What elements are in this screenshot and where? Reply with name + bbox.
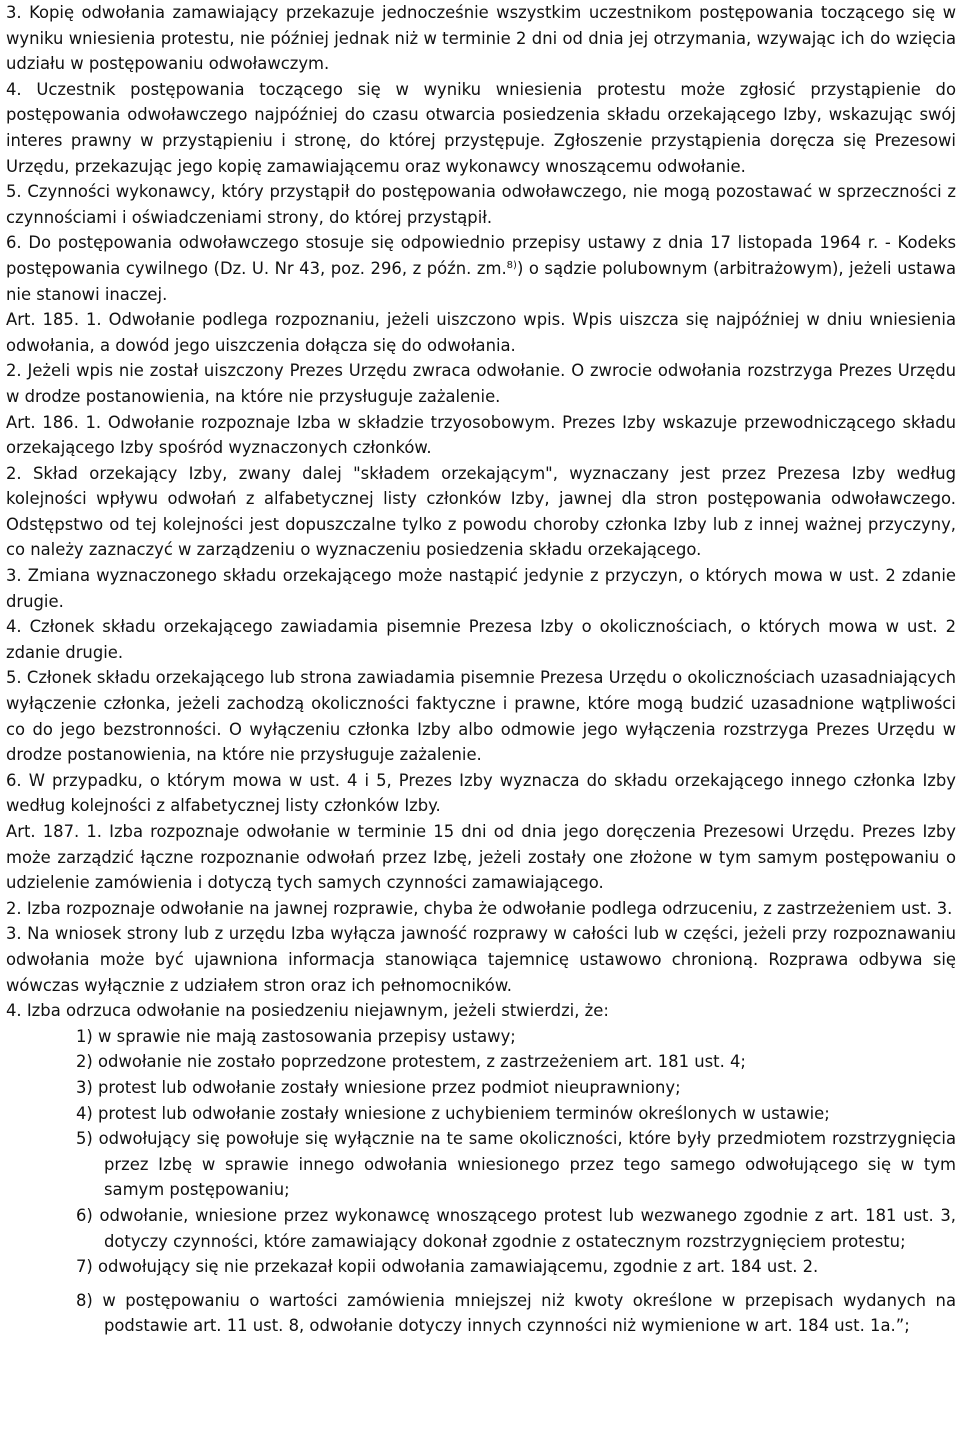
paragraph: 4. Członek składu orzekającego zawiadamia pisemnie Prezesa Izby o okolicznościach, o których mowa w ust. 2 zdanie drugie. <box>6 617 956 662</box>
paragraph: 3. Zmiana wyznaczonego składu orzekającego może nastąpić jedynie z przyczyn, o których mowa w ust. 2 zdanie drugie. <box>6 566 956 611</box>
list-item: 6) odwołanie, wniesione przez wykonawcę wnoszącego protest lub wezwanego zgodnie z art. 181 ust. 3, dotyczy czynności, które zamawiający dokonał zgodnie z ostatecznym rozstrzygnięciem protestu; <box>76 1205 956 1251</box>
document-page <box>6 0 956 1339</box>
paragraph: 3. Kopię odwołania zamawiający przekazuje jednocześnie wszystkim uczestnikom postępowania toczącego się w wyniku wniesienia protestu, nie później jednak niż w terminie 2 dni od dnia jej otrzymania, wzywając ich do wzięcia udziału w postępowaniu odwoławczym. <box>6 3 956 74</box>
paragraph: 2. Izba rozpoznaje odwołanie na jawnej rozprawie, chyba że odwołanie podlega odrzuceniu, z zastrzeżeniem ust. 3. <box>6 898 953 918</box>
list-item: 7) odwołujący się nie przekazał kopii odwołania zamawiającemu, zgodnie z art. 184 ust. 2. <box>76 1257 819 1277</box>
list-item: 1) w sprawie nie mają zastosowania przepisy ustawy; <box>76 1026 516 1046</box>
paragraph-text-continued: ) o sądzie polubownym (arbitrażowym), jeżeli ustawa nie stanowi inaczej. <box>6 258 956 304</box>
paragraph: Art. 187. 1. Izba rozpoznaje odwołanie w terminie 15 dni od dnia jego doręczenia Prezesowi Urzędu. Prezes Izby może zarządzić łączne rozpoznanie odwołań przez Izbę, jeżeli zostały one złożone w tym samym postępowaniu o udzielenie zamówienia i dotyczą tych samych czynności zamawiającego. <box>6 822 956 893</box>
paragraph: 5. Czynności wykonawcy, który przystąpił do postępowania odwoławczego, nie mogą pozostawać w sprzeczności z czynnościami i oświadczeniami strony, do której przystąpił. <box>6 182 956 227</box>
paragraph: 2. Skład orzekający Izby, zwany dalej "składem orzekającym", wyznaczany jest przez Prezesa Izby według kolejności wpływu odwołań z alfabetycznej listy członków Izby, jawnej dla stron postępowania odwoławczego. Odstępstwo od tej kolejności jest dopuszczalne tylko z powodu choroby członka Izby lub z innej ważnej przyczyny, co należy zaznaczyć w zarządzeniu o wyznaczeniu posiedzenia składu orzekającego. <box>6 463 956 560</box>
list-item: 3) protest lub odwołanie zostały wniesione przez podmiot nieuprawniony; <box>76 1077 681 1097</box>
paragraph-with-footnote <box>6 230 956 307</box>
list-item: 2) odwołanie nie zostało poprzedzone protestem, z zastrzeżeniem art. 181 ust. 4; <box>76 1052 746 1072</box>
list-item: 8) w postępowaniu o wartości zamówienia mniejszej niż kwoty określone w przepisach wydanych na podstawie art. 11 ust. 8, odwołanie dotyczy innych czynności niż wymienione w art. 184 ust. 1a.”; <box>76 1290 956 1336</box>
paragraph: 4. Uczestnik postępowania toczącego się w wyniku wniesienia protestu może zgłosić przystąpienie do postępowania odwoławczego najpóźniej do czasu otwarcia posiedzenia składu orzekającego Izby, wskazując swój interes prawny w przystąpieniu i stronę, do której przystępuje. Zgłoszenie przystąpienia doręcza się Prezesowi Urzędu, przekazując jego kopię zamawiającemu oraz wykonawcy wnoszącemu odwołanie. <box>6 79 956 176</box>
paragraph: 3. Na wniosek strony lub z urzędu Izba wyłącza jawność rozprawy w całości lub w części, jeżeli przy rozpoznawaniu odwołania może być ujawniona informacja stanowiąca tajemnicę ustawowo chronioną. Rozprawa odbywa się wówczas wyłącznie z udziałem stron oraz ich pełnomocników. <box>6 924 956 995</box>
paragraph: 6. W przypadku, o którym mowa w ust. 4 i 5, Prezes Izby wyznacza do składu orzekającego innego członka Izby według kolejności z alfabetycznej listy członków Izby. <box>6 770 956 816</box>
paragraph: 4. Izba odrzuca odwołanie na posiedzeniu niejawnym, jeżeli stwierdzi, że: <box>6 1001 609 1021</box>
paragraph: 5. Członek składu orzekającego lub strona zawiadamia pisemnie Prezesa Urzędu o okolicznościach uzasadniających wyłączenie członka, jeżeli zachodzą okoliczności faktyczne i prawne, które mogą budzić uzasadnione wątpliwości co do jego bezstronności. O wyłączeniu członka Izby albo odmowie jego wyłączenia rozstrzyga Prezes Urzędu w drodze postanowienia, na które nie przysługuje zażalenie. <box>6 668 956 765</box>
footnote-marker: 8) <box>506 259 517 271</box>
paragraph: Art. 185. 1. Odwołanie podlega rozpoznaniu, jeżeli uiszczono wpis. Wpis uiszcza się najpóźniej w dniu wniesienia odwołania, a dowód jego uiszczenia dołącza się do odwołania. <box>6 310 956 355</box>
paragraph-text: 6. Do postępowania odwoławczego stosuje się odpowiednio przepisy ustawy z dnia 17 listopada 1964 r. - Kodeks postępowania cywilnego (Dz. U. Nr 43, poz. 296, z późn. zm. <box>6 233 956 278</box>
list-item: 4) protest lub odwołanie zostały wniesione z uchybieniem terminów określonych w ustawie; <box>76 1103 830 1123</box>
list-item: 5) odwołujący się powołuje się wyłącznie na te same okoliczności, które były przedmiotem rozstrzygnięcia przez Izbę w sprawie innego odwołania wniesionego przez tego samego odwołującego się w tym samym postępowaniu; <box>76 1129 956 1200</box>
paragraph: Art. 186. 1. Odwołanie rozpoznaje Izba w składzie trzyosobowym. Prezes Izby wskazuje przewodniczącego składu orzekającego Izby spośród wyznaczonych członków. <box>6 412 956 458</box>
numbered-list <box>6 1024 956 1339</box>
paragraph: 2. Jeżeli wpis nie został uiszczony Prezes Urzędu zwraca odwołanie. O zwrocie odwołania rozstrzyga Prezes Urzędu w drodze postanowienia, na które nie przysługuje zażalenie. <box>6 361 956 406</box>
